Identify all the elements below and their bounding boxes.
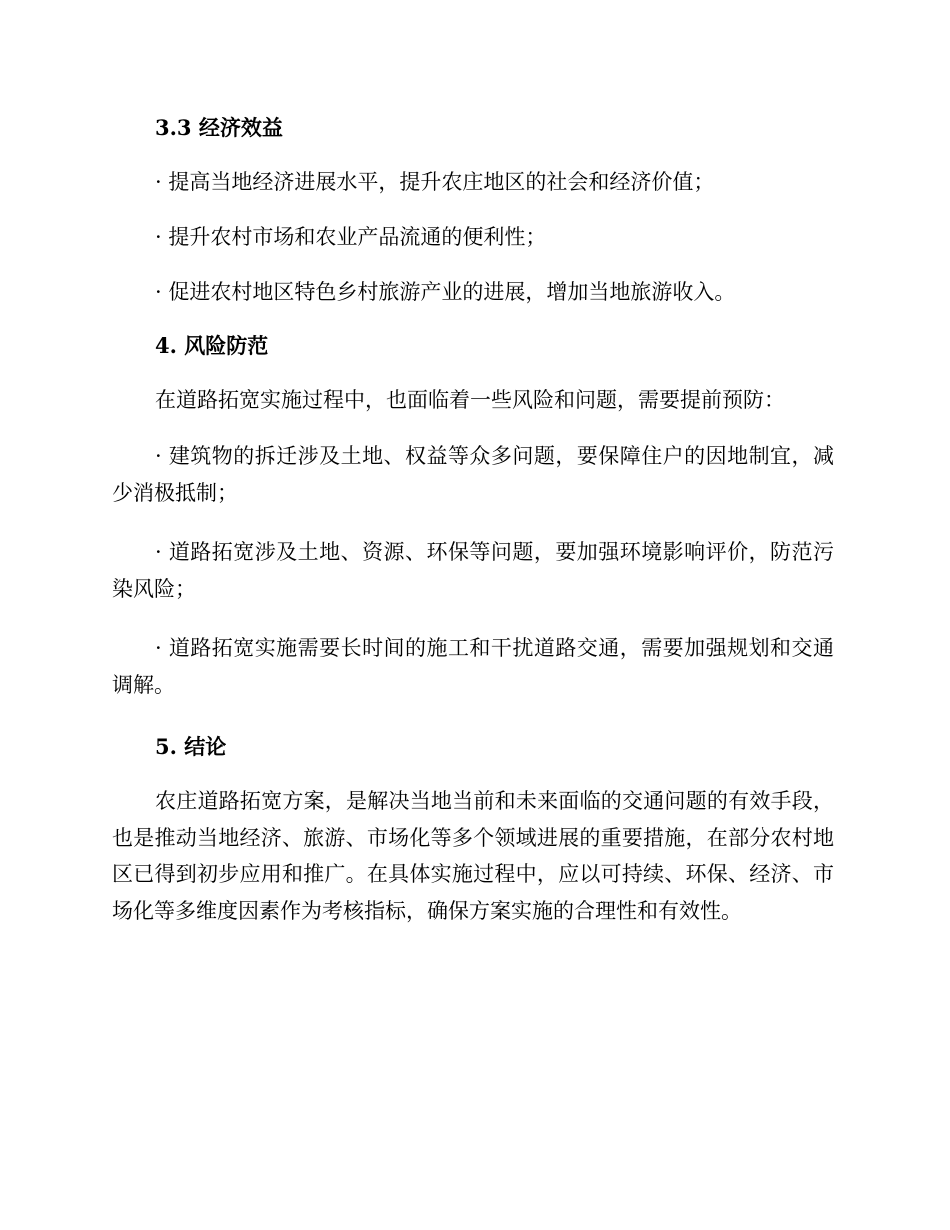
bullet-item: · 建筑物的拆迁涉及土地、权益等众多问题，要保障住户的因地制宜，减少消极抵制； — [112, 444, 834, 505]
section-heading-4: 4. 风险防范 — [155, 333, 269, 358]
section-heading-3-3: 3.3 经济效益 — [155, 115, 283, 140]
bullet-item: · 促进农村地区特色乡村旅游产业的进展，增加当地旅游收入。 — [155, 280, 736, 304]
section-intro: 在道路拓宽实施过程中，也面临着一些风险和问题，需要提前预防： — [155, 388, 785, 412]
bullet-item: · 提升农村市场和农业产品流通的便利性； — [155, 225, 547, 249]
bullet-item: · 道路拓宽实施需要长时间的施工和干扰道路交通，需要加强规划和交通调解。 — [112, 636, 834, 697]
section-heading-5: 5. 结论 — [155, 734, 227, 759]
conclusion-paragraph: 农庄道路拓宽方案，是解决当地当前和未来面临的交通问题的有效手段，也是推动当地经济、旅游、市场化等多个领域进展的重要措施，在部分农村地区已得到初步应用和推广。在具体实施过程中，应以可持续、环保、经济、市场化等多维度因素作为考核指标，确保方案实施的合理性和有效性。 — [112, 789, 834, 923]
bullet-item: · 提高当地经济进展水平，提升农庄地区的社会和经济价值； — [155, 170, 715, 194]
bullet-item: · 道路拓宽涉及土地、资源、环保等问题，要加强环境影响评价，防范污染风险； — [112, 540, 834, 601]
